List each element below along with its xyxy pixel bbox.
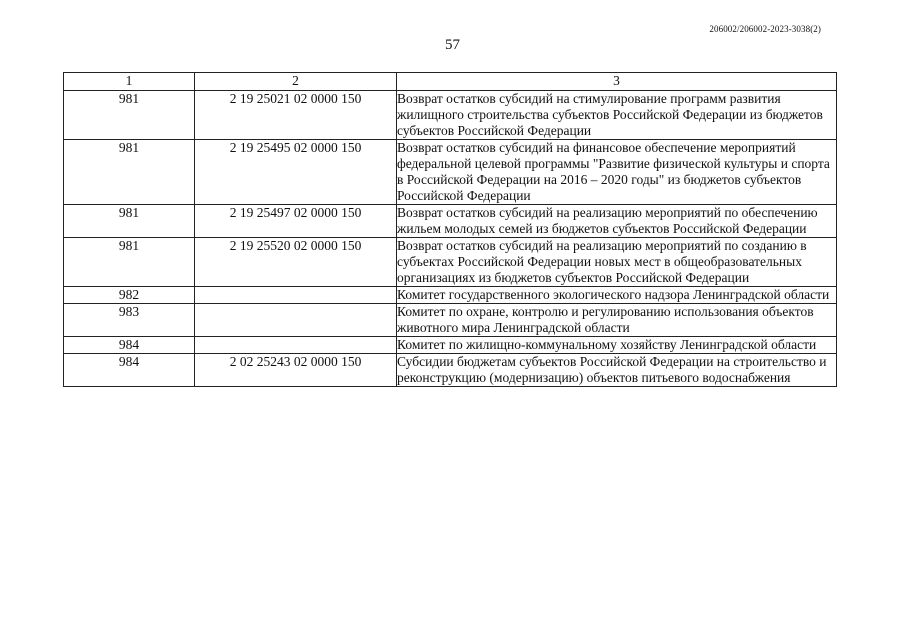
page-number: 57 xyxy=(445,37,460,53)
revenue-code-cell: 2 19 25021 02 0000 150 xyxy=(195,91,397,140)
description-cell: Комитет по охране, контролю и регулированию использования объектов животного мира Ленинградской области xyxy=(397,304,837,337)
revenue-code-cell: 2 19 25520 02 0000 150 xyxy=(195,238,397,287)
admin-code-cell: 981 xyxy=(64,205,195,238)
description-cell: Комитет государственного экологического надзора Ленинградской области xyxy=(397,287,837,304)
revenue-code-cell xyxy=(195,337,397,354)
table-row xyxy=(64,354,837,387)
table-row xyxy=(64,205,837,238)
admin-code-cell: 981 xyxy=(64,140,195,205)
admin-code-cell: 983 xyxy=(64,304,195,337)
description-cell: Возврат остатков субсидий на реализацию мероприятий по обеспечению жильем молодых семей из бюджетов субъектов Российской Федерации xyxy=(397,205,837,238)
admin-code-cell: 984 xyxy=(64,354,195,387)
revenue-code-cell: 2 19 25495 02 0000 150 xyxy=(195,140,397,205)
admin-code-cell: 981 xyxy=(64,91,195,140)
revenue-code-cell: 2 02 25243 02 0000 150 xyxy=(195,354,397,387)
revenue-code-cell xyxy=(195,304,397,337)
revenue-code-cell: 2 19 25497 02 0000 150 xyxy=(195,205,397,238)
column-header-3: 3 xyxy=(397,73,837,91)
table-row xyxy=(64,337,837,354)
document-id: 206002/206002-2023-3038(2) xyxy=(709,24,821,34)
admin-code-cell: 982 xyxy=(64,287,195,304)
table-row xyxy=(64,91,837,140)
table-header-row xyxy=(64,73,837,91)
revenue-code-cell xyxy=(195,287,397,304)
table-row xyxy=(64,304,837,337)
budget-codes-table xyxy=(63,72,837,387)
table-row xyxy=(64,287,837,304)
description-cell: Комитет по жилищно-коммунальному хозяйству Ленинградской области xyxy=(397,337,837,354)
description-cell: Возврат остатков субсидий на финансовое обеспечение мероприятий федеральной целевой программы "Развитие физической культуры и спорта в Российской Федерации на 2016 – 2020 годы" из бюджетов субъектов Российской Федерации xyxy=(397,140,837,205)
admin-code-cell: 984 xyxy=(64,337,195,354)
description-cell: Возврат остатков субсидий на реализацию мероприятий по созданию в субъектах Российской Федерации новых мест в общеобразовательных организациях из бюджетов субъектов Российской Федерации xyxy=(397,238,837,287)
column-header-2: 2 xyxy=(195,73,397,91)
description-cell: Возврат остатков субсидий на стимулирование программ развития жилищного строительства субъектов Российской Федерации из бюджетов субъектов Российской Федерации xyxy=(397,91,837,140)
column-header-1: 1 xyxy=(64,73,195,91)
table-row xyxy=(64,238,837,287)
table-row xyxy=(64,140,837,205)
admin-code-cell: 981 xyxy=(64,238,195,287)
description-cell: Субсидии бюджетам субъектов Российской Федерации на строительство и реконструкцию (модернизацию) объектов питьевого водоснабжения xyxy=(397,354,837,387)
